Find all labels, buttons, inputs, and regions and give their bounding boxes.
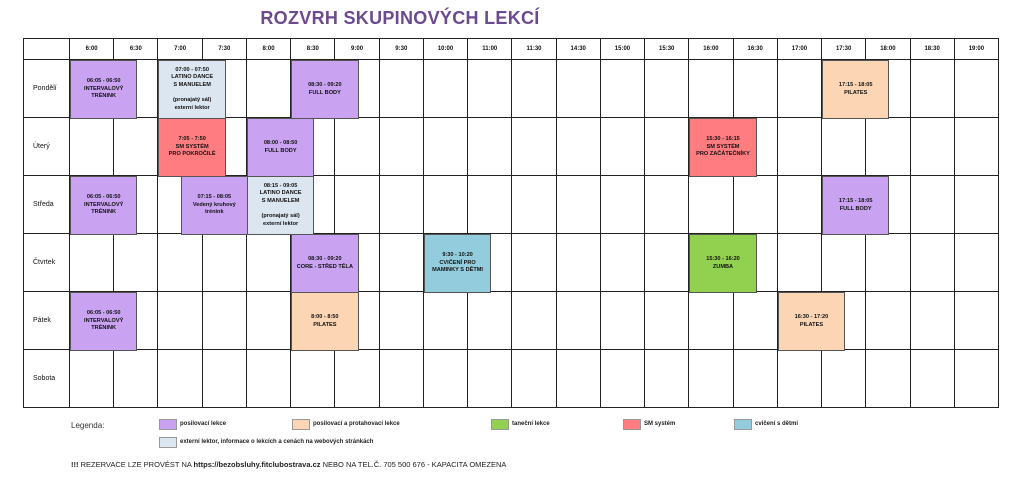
schedule-cell [380, 234, 424, 292]
class-block [689, 118, 756, 177]
schedule-cell [866, 234, 910, 292]
schedule-cell [335, 350, 379, 408]
class-line: (pronajatý sál) [173, 97, 212, 104]
class-line: ZUMBA [712, 263, 734, 270]
schedule-cell [158, 234, 202, 292]
day-label: Středa [23, 176, 70, 234]
schedule-cell [734, 350, 778, 408]
class-line: INTERVALOVÝ [84, 317, 124, 324]
time-header: 15:00 [601, 38, 645, 60]
schedule-cell [955, 292, 999, 350]
class-line: 15:30 - 16:15 [706, 136, 740, 143]
class-line: 17:15 - 18:05 [838, 197, 873, 204]
class-line: 06:05 - 06:50 [86, 194, 121, 201]
class-line: TRÉNINK [91, 209, 117, 216]
schedule-cell [114, 350, 158, 408]
schedule-cell [689, 350, 733, 408]
class-line: 06:05 - 06:50 [86, 310, 121, 317]
schedule-cell [645, 350, 689, 408]
class-line: PILATES [844, 89, 868, 96]
schedule-cell [158, 350, 202, 408]
schedule-cell [70, 234, 114, 292]
class-block [778, 292, 845, 351]
time-header: 18:30 [911, 38, 955, 60]
class-line: SM SYSTÉM [706, 143, 740, 150]
legend-label: SM systém [644, 421, 676, 427]
schedule-cell [601, 176, 645, 234]
note-text-1: REZERVACE LZE PROVÉST NA [78, 460, 194, 469]
class-block [822, 60, 889, 119]
class-line: FULL BODY [264, 147, 297, 154]
class-line: INTERVALOVÝ [84, 85, 124, 92]
class-line: FULL BODY [839, 205, 872, 212]
time-header: 19:00 [955, 38, 999, 60]
time-header: 7:30 [203, 38, 247, 60]
schedule-cell [557, 118, 601, 176]
schedule-cell [468, 292, 512, 350]
class-line: 16:30 - 17:20 [794, 313, 829, 320]
schedule-cell [468, 118, 512, 176]
class-line: CVIČENÍ PRO [439, 259, 476, 266]
class-block [291, 234, 358, 293]
reservation-link[interactable]: https://bezobsluhy.fitclubostrava.cz [193, 460, 321, 469]
corner-cell [23, 38, 70, 60]
class-line: 07:15 - 08:05 [197, 194, 232, 201]
schedule-cell [424, 292, 468, 350]
time-header: 17:00 [778, 38, 822, 60]
schedule-cell [911, 118, 955, 176]
page-title: ROZVRH SKUPINOVÝCH LEKCÍ [260, 8, 540, 28]
legend-label: externí lektor, informace o lekcích a cenách na webových stránkách [180, 439, 374, 445]
class-line [191, 90, 193, 98]
class-block [822, 176, 889, 235]
class-line: 08:15 - 09:05 [263, 182, 298, 189]
day-label: Čtvrtek [23, 234, 70, 292]
class-line: 8:00 - 8:50 [311, 313, 339, 320]
class-line: S MANUELEM [261, 197, 300, 204]
schedule-cell [468, 176, 512, 234]
legend-swatch [292, 419, 310, 430]
time-header: 10:00 [424, 38, 468, 60]
schedule-cell [955, 118, 999, 176]
class-line [280, 206, 282, 214]
day-label: Pondělí [23, 60, 70, 118]
schedule-cell [424, 176, 468, 234]
schedule-cell [203, 292, 247, 350]
schedule-cell [822, 350, 866, 408]
class-line: Vedený kruhový [192, 201, 236, 208]
schedule-cell [778, 234, 822, 292]
schedule-cell [911, 350, 955, 408]
note-prefix: !!! [71, 460, 79, 469]
class-line: TRÉNINK [91, 325, 117, 332]
class-block [689, 234, 756, 293]
class-block [158, 60, 225, 119]
class-block [70, 176, 137, 235]
schedule-cell [380, 350, 424, 408]
schedule-cell [645, 60, 689, 118]
class-line: 08:30 - 09:20 [308, 81, 342, 88]
schedule-cell [158, 292, 202, 350]
legend-swatch [734, 419, 752, 430]
day-label: Úterý [23, 118, 70, 176]
schedule-cell [557, 292, 601, 350]
schedule-cell [114, 234, 158, 292]
schedule-cell [424, 60, 468, 118]
schedule-cell [778, 350, 822, 408]
schedule-cell [734, 292, 778, 350]
legend-swatch [159, 419, 177, 430]
schedule-cell [380, 292, 424, 350]
class-block [158, 118, 225, 177]
class-line: 06:05 - 06:50 [86, 78, 121, 85]
schedule-cell [601, 292, 645, 350]
schedule-cell [645, 292, 689, 350]
schedule-cell [291, 350, 335, 408]
schedule-cell [866, 350, 910, 408]
legend-swatch [491, 419, 509, 430]
time-header: 14:30 [557, 38, 601, 60]
schedule-cell [512, 60, 556, 118]
schedule-cell [911, 176, 955, 234]
time-header: 18:00 [866, 38, 910, 60]
schedule-cell [866, 292, 910, 350]
day-label: Sobota [23, 350, 70, 408]
schedule-cell [424, 350, 468, 408]
schedule-cell [512, 350, 556, 408]
class-block [70, 60, 137, 119]
class-line: 17:15 - 18:05 [838, 81, 873, 88]
class-line: FULL BODY [308, 89, 341, 96]
class-line: CORE - STŘED TĚLA [296, 263, 353, 270]
schedule-cell [911, 292, 955, 350]
schedule-cell [247, 350, 291, 408]
class-line: 9:30 - 10:20 [442, 252, 473, 259]
schedule-cell [955, 234, 999, 292]
schedule-cell [601, 60, 645, 118]
schedule-cell [778, 60, 822, 118]
time-header: 9:30 [380, 38, 424, 60]
schedule-cell [512, 176, 556, 234]
schedule-cell [203, 350, 247, 408]
day-label: Pátek [23, 292, 70, 350]
class-line: externí lektor [263, 220, 299, 227]
schedule-cell [424, 118, 468, 176]
schedule-cell [380, 118, 424, 176]
schedule-cell [380, 176, 424, 234]
time-header: 11:00 [468, 38, 512, 60]
schedule-cell [645, 118, 689, 176]
schedule-cell [645, 176, 689, 234]
schedule-cell [601, 350, 645, 408]
schedule-cell [689, 292, 733, 350]
class-line: 15:30 - 16:20 [706, 255, 740, 262]
class-block [291, 60, 358, 119]
schedule-cell [911, 60, 955, 118]
schedule-grid [23, 38, 999, 408]
schedule-cell [70, 118, 114, 176]
class-line: 07:00 - 07:50 [175, 66, 209, 73]
time-header: 6:30 [114, 38, 158, 60]
schedule-cell [247, 234, 291, 292]
class-block [291, 292, 358, 351]
time-header: 11:30 [512, 38, 556, 60]
class-block [181, 176, 248, 235]
class-line: PILATES [799, 321, 824, 328]
legend-label: cvičení s dětmi [755, 421, 799, 427]
class-line: 08:30 - 09:20 [308, 255, 342, 262]
time-header: 15:30 [645, 38, 689, 60]
schedule-cell [955, 60, 999, 118]
reservation-note [71, 460, 506, 469]
class-line: INTERVALOVÝ [84, 201, 124, 208]
legend-label: taneční lekce [512, 421, 550, 427]
schedule-cell [689, 60, 733, 118]
schedule-cell [557, 350, 601, 408]
schedule-cell [822, 234, 866, 292]
schedule-cell [247, 60, 291, 118]
schedule-cell [247, 292, 291, 350]
class-line: S MANUELEM [173, 81, 211, 88]
schedule-cell [866, 118, 910, 176]
class-line: trénink [204, 209, 224, 216]
schedule-cell [911, 234, 955, 292]
time-header: 6:00 [70, 38, 114, 60]
schedule-cell [557, 60, 601, 118]
class-line: PRO POKROČILÉ [168, 151, 216, 158]
schedule-cell [734, 60, 778, 118]
schedule-cell [335, 176, 379, 234]
schedule-cell [822, 118, 866, 176]
schedule-cell [955, 350, 999, 408]
time-header: 16:30 [734, 38, 778, 60]
schedule-cell [512, 234, 556, 292]
legend-swatch [623, 419, 641, 430]
time-header: 8:30 [291, 38, 335, 60]
time-header: 17:30 [822, 38, 866, 60]
class-block [247, 176, 314, 235]
class-line: PILATES [313, 321, 337, 328]
note-text-2: NEBO NA TEL.Č. 705 500 676 - KAPACITA OMEZENA [320, 460, 507, 469]
legend-swatch [159, 437, 177, 448]
class-line: (pronajatý sál) [261, 213, 300, 220]
class-line: 08:00 - 08:50 [263, 139, 298, 146]
class-line: MAMINKY S DĚTMI [432, 267, 483, 274]
schedule-cell [601, 234, 645, 292]
schedule-cell [468, 350, 512, 408]
schedule-cell [468, 60, 512, 118]
time-header: 9:00 [335, 38, 379, 60]
schedule-cell [512, 118, 556, 176]
schedule-cell [601, 118, 645, 176]
class-line: TRÉNINK [91, 93, 117, 100]
class-block [70, 292, 137, 351]
class-block [424, 234, 491, 293]
class-line: externí lektor [174, 104, 210, 111]
class-line: 7:05 - 7:50 [178, 136, 206, 143]
schedule-cell [557, 176, 601, 234]
legend-title: Legenda: [71, 421, 105, 430]
class-line: PRO ZAČÁTEČNÍKY [696, 151, 750, 158]
class-line: SM SYSTÉM [175, 143, 209, 150]
schedule-cell [689, 176, 733, 234]
schedule-cell [645, 234, 689, 292]
time-header: 16:00 [689, 38, 733, 60]
schedule-cell [778, 118, 822, 176]
schedule-cell [70, 350, 114, 408]
schedule-cell [955, 176, 999, 234]
class-line: LATINO DANCE [259, 190, 302, 197]
class-block [247, 118, 314, 177]
schedule-cell [114, 118, 158, 176]
legend-label: posilovací a protahovací lekce [313, 421, 400, 427]
schedule-cell [380, 60, 424, 118]
schedule-cell [734, 176, 778, 234]
schedule-cell [512, 292, 556, 350]
time-header: 7:00 [158, 38, 202, 60]
legend-label: posilovací lekce [180, 421, 227, 427]
class-line: LATINO DANCE [171, 74, 214, 81]
time-header: 8:00 [247, 38, 291, 60]
schedule-cell [778, 176, 822, 234]
schedule-cell [335, 118, 379, 176]
schedule-cell [203, 234, 247, 292]
schedule-cell [557, 234, 601, 292]
